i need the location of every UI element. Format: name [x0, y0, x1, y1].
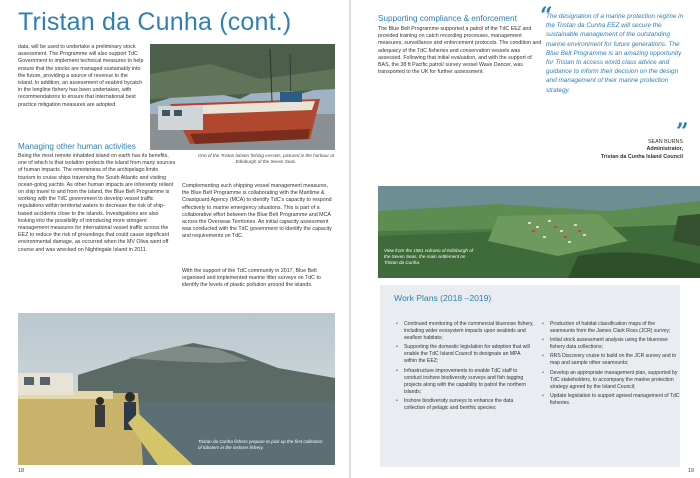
settlement-caption: View from the 1961 volcano of Edinburgh of the Seven Seas, the main settlement on Tristan da Cunha.	[384, 248, 474, 265]
fishers-boat-photo	[18, 313, 335, 465]
list-item: • Continued monitoring of the commercial bluenose fishery, including wider ecosystem impacts upon seabirds and seafloor habitats;	[396, 321, 534, 342]
council-quote: The designation of a marine protection regime in the Tristan da Cunha EEZ will secure the sustainable management of the outstanding marine environment for future generations. The Blue Belt Programme is an amazing opportunity for Tristan to access world class advice and guidance to inform their decision on the design and management of their marine protection strategy.	[546, 13, 684, 94]
section-heading-compliance: Supporting compliance & enforcement	[378, 14, 517, 23]
work-plans-list-left	[396, 321, 534, 414]
open-quote-mark: “	[540, 3, 553, 29]
human-activities-col1: Being the most remote inhabited island on earth has its benefits, one of which is that isolation protects the island from many sources of human impacts. The remoteness of the archipelago limits tourism to cruise ships traversing the South Atlantic and visiting ocean-going yachts. As other human impacts are inherently reliant on ship travel to and from the island, the Blue Belt Programme is working with the TdC government to develop vessel traffic regulations within territorial waters to decrease the risk of ship-based accidents close to the islands. Investigations are also looking into the possibility of introducing more stringent management measures for international vessel traffic across the EEZ to reduce the risk of groundings that could cause significant environmental damage, as occurred when the MV Oliva went off course and was wrecked on Nightingale Island in 2011.	[18, 153, 176, 253]
harbour-boats-caption: One of the Tristan lobster fishing vessels, pictured in the harbour at Edinburgh of the Seven Seas.	[197, 153, 335, 164]
list-item: • RRS Discovery cruise to build on the JCR survey and to map and sample other seamounts;	[542, 353, 680, 367]
list-item: • Develop an appropriate management plan, supported by TdC stakeholders, to accompany the marine protection strategy agreed by the Island Council;	[542, 370, 680, 391]
list-item: • Inshore biodiversity surveys to enhance the data collection of pelagic and benthic species;	[396, 398, 534, 412]
work-plans-list-right	[542, 321, 680, 409]
list-item: • Infrastructure improvements to enable TdC staff to conduct inshore biodiversity surveys and fish tagging projects along with the capability to patrol the northern islands;	[396, 368, 534, 396]
page-number-right: 19	[687, 468, 694, 474]
fishers-caption: Tristan da Cunha fishers prepare to pick up the first collection of lobsters in the inshore fishery.	[198, 439, 323, 450]
close-quote-mark: ”	[676, 119, 689, 145]
quote-attribution	[550, 139, 683, 161]
page-number-left: 18	[18, 468, 25, 474]
list-item: • Initial stock assessment analysis using the bluenose fishery data collections;	[542, 337, 680, 351]
human-activities-col2b: With the support of the TdC community in 2017, Blue Belt organised and implemented marine litter surveys on TdC to identify the levels of plastic pollution around the islands.	[182, 268, 321, 289]
settlement-aerial-photo	[378, 186, 700, 278]
attribution-name: SEAN BURNS	[647, 139, 683, 145]
page-title: Tristan da Cunha (cont.)	[18, 8, 292, 36]
right-page	[350, 0, 700, 478]
work-plans-panel	[380, 285, 680, 467]
attribution-role: Administrator,	[646, 146, 683, 153]
list-item: • Update legislation to support agreed management of TdC fisheries.	[542, 393, 680, 407]
list-item: • Supporting the domestic legislation for adoption that will enable the TdC Island Council to designate an MPA within the EEZ;	[396, 344, 534, 365]
compliance-paragraph: The Blue Belt Programme supported a patrol of the TdC EEZ and provided training on catch recording processes, management measures, surveillance and enforcement protocols. The condition and adequacy of the TdC fisheries and conservation vessels was assessed. Following that initial evaluation, and with the support of BAS, the 38 ft Pacific patrol/ survey vessel Wave Dancer, was transported to the UK for further assessment.	[378, 26, 542, 76]
human-activities-col2a: Complementing such shipping vessel management measures, the Blue Belt Programme is collaborating with the Maritime & Coastguard Agency (MCA) to identify TdC's capacity to respond effectively to marine emergency situations. This is part of a collaborative effort between the Blue Belt Programme and MCA across the Overseas Territories. An initial capacity assessment was conducted with the TdC government to identify the capacity and requirements on TdC.	[182, 183, 332, 240]
intro-paragraph: data, will be used to undertake a preliminary stock assessment. The Programme will also support TdC Government to implement technical measures to help ensure that the stocks are managed sustainably into the future, providing a source of revenue to the island. In addition, an assessment of seabird bycatch in the longline fishery has been undertaken, with recommendations to ensure that international best practice mitigation measures are adopted.	[18, 44, 144, 108]
work-plans-title: Work Plans (2018 –2019)	[394, 293, 492, 303]
list-item: • Production of habitat classification maps of the seamounts from the James Clark Ross (JCR) survey;	[542, 321, 680, 335]
harbour-boats-photo	[150, 44, 335, 150]
attribution-org: Tristan da Cunha Island Council	[600, 153, 683, 160]
section-heading-human-activities: Managing other human activities	[18, 142, 136, 151]
